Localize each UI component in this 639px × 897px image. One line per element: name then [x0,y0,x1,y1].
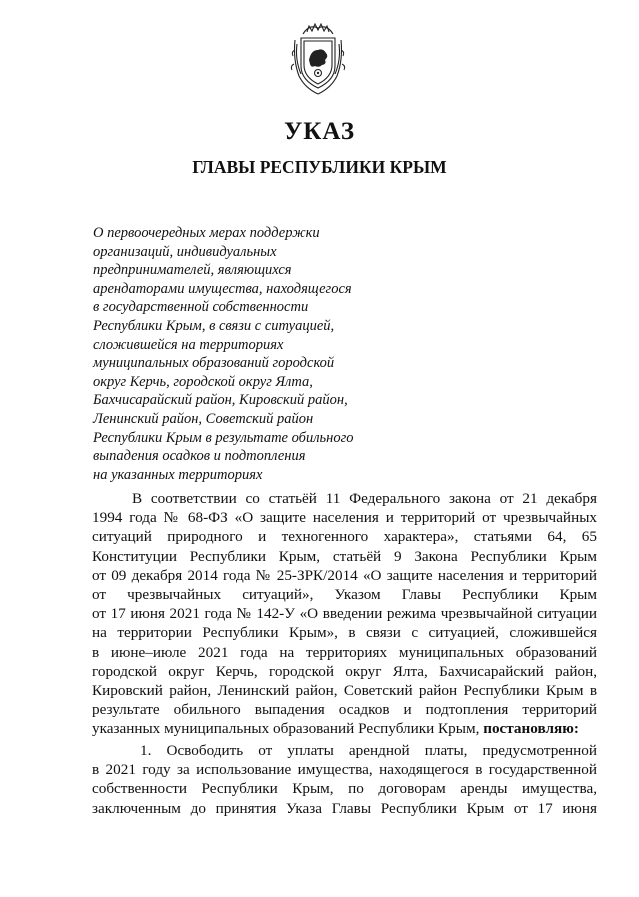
preamble-paragraph [92,489,597,738]
item-1-line: собственности Республики Крым, по договорам аренды имущества, [92,780,597,798]
document-title: УКАЗ [283,118,356,145]
subject-line: в государственной собственности [93,299,309,316]
preamble-line: от 09 декабря 2014 года № 25-ЗРК/2014 «О защите населения и территорий [92,566,597,584]
document-issuer: ГЛАВЫ РЕСПУБЛИКИ КРЫМ [192,157,447,177]
preamble-line-text: указанных муниципальных образований Республики Крым, [92,720,480,738]
subject-line: организаций, индивидуальных [93,243,277,260]
preamble-line: Конституции Республики Крым, статьёй 9 Закона Республики Крым [92,547,597,565]
crimea-coat-of-arms-icon [289,20,347,96]
subject-line: муниципальных образований городской [93,355,335,372]
preamble-line: В соответствии со статьёй 11 Федерального закона от 21 декабря [132,490,597,507]
subject-line: Республики Крым в результате обильного [93,429,354,446]
item-1-line: заключенным до принятия Указа Главы Республики Крым от 17 июня [92,799,597,817]
subject-line: Ленинский район, Советский район [93,410,314,427]
subject-line: О первоочередных мерах поддержки [93,225,320,241]
subject-line: округ Керчь, городской округ Ялта, [93,373,313,390]
item-1-paragraph [92,741,597,818]
preamble-line: от чрезвычайных ситуаций», Указом Главы Республики Крым [92,585,597,603]
preamble-line: ситуаций природного и техногенного характера», статьями 64, 65 [92,528,597,546]
subject-line: арендаторами имущества, находящегося [93,280,352,297]
decree-operative-word: постановляю: [483,720,579,738]
preamble-line: в июне–июле 2021 года на территориях муниципальных образований [92,643,597,661]
preamble-line: на территории Республики Крым», в связи с ситуацией, сложившейся [92,624,597,642]
preamble-last-line [92,719,597,738]
subject-line: Республики Крым, в связи с ситуацией, [93,317,335,334]
subject-line: на указанных территориях [93,466,263,483]
preamble-line: 1994 года № 68-ФЗ «О защите населения и территорий от чрезвычайных [92,509,597,527]
preamble-line: от 17 июня 2021 года № 142-У «О введении режима чрезвычайной ситуации [92,605,597,623]
subject-line: сложившейся на территориях [93,336,284,353]
preamble-line: результате обильного выпадения осадков и подтопления территорий [92,701,597,719]
subject-line: Бахчисарайский район, Кировский район, [93,392,348,409]
preamble-line: Кировский район, Ленинский район, Советский район Республики Крым в [92,681,597,699]
subject-line: предпринимателей, являющихся [93,262,292,279]
subject-line: выпадения осадков и подтопления [93,448,306,465]
item-1-line: в 2021 году за использование имущества, находящегося в государственной [92,761,597,779]
decree-subject [93,224,393,484]
item-1-line: 1. Освободить от уплаты арендной платы, предусмотренной [140,742,597,759]
preamble-line: городской округ Керчь, городской округ Ялта, Бахчисарайский район, [92,662,597,680]
